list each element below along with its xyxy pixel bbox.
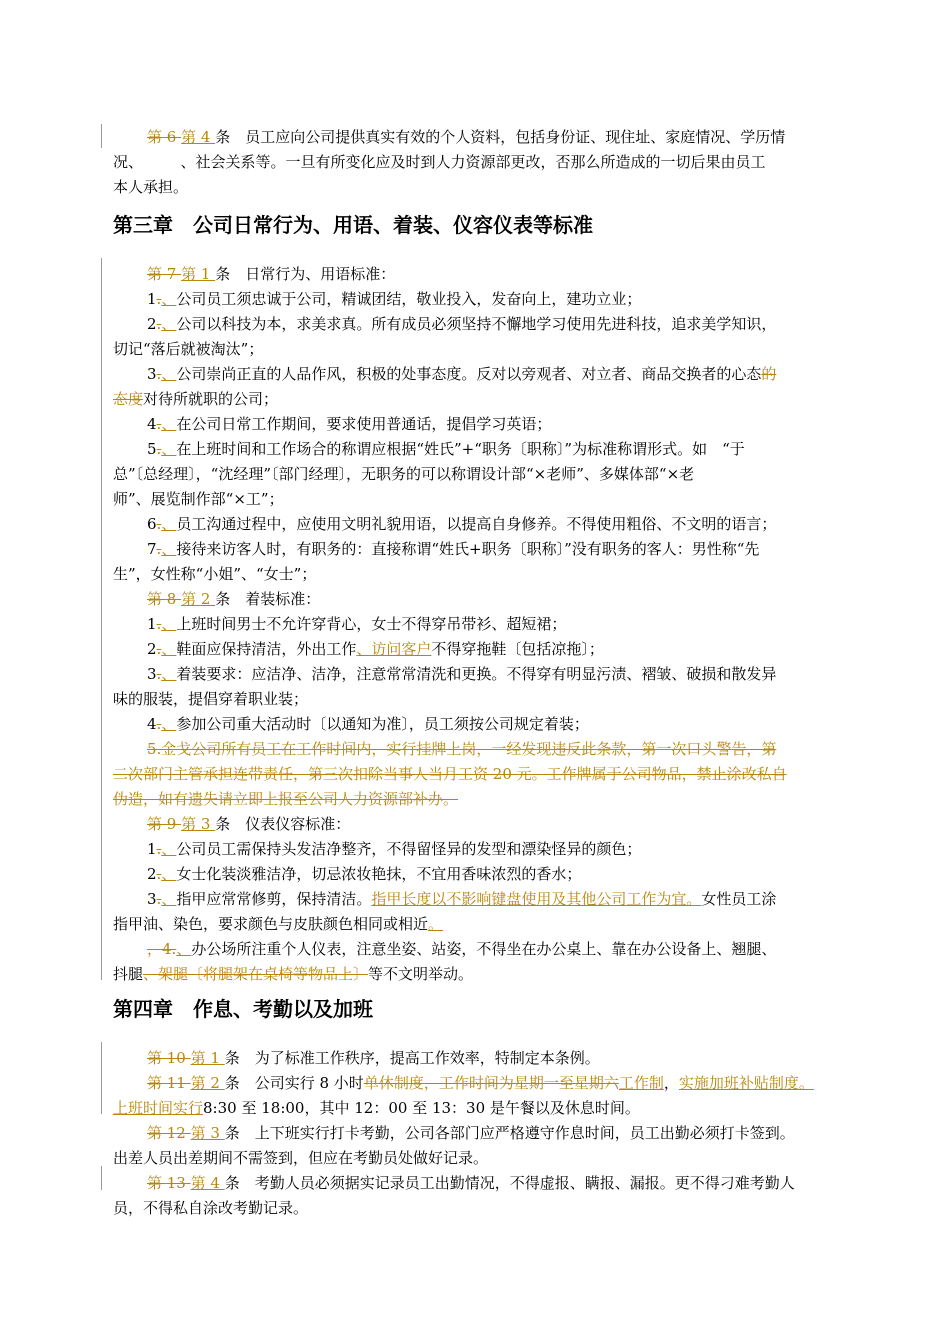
deleted-text: 的 xyxy=(761,365,777,383)
inserted-text: 、 xyxy=(161,665,177,683)
article-line xyxy=(147,812,350,836)
inserted-text: 、 xyxy=(161,365,177,383)
article-line xyxy=(147,125,785,149)
article-line xyxy=(147,587,320,611)
deleted-text: 第 13 xyxy=(147,1174,191,1192)
paragraph-line: 上班时间实行8:30 至 18:00，其中 12：00 至 13：30 是午餐以及休息时间。 xyxy=(113,1099,640,1117)
inserted-text: 、 xyxy=(161,315,177,333)
deleted-text: . xyxy=(156,365,162,383)
inserted-text: 、 xyxy=(161,290,177,308)
list-item: 4.、参加公司重大活动时〔以通知为准〕，员工须按公司规定着装； xyxy=(147,715,589,733)
deleted-paragraph-line: 伪造，如有遗失请立即上报至公司人力资源部补办。 xyxy=(113,790,459,808)
article-line: 第 11 第 2 条 公司实行 8 小时单休制度，工作时间为星期一至星期六工作制，实施加班补贴制度。 xyxy=(147,1074,814,1092)
paragraph-line: 总”〔总经理〕，“沈经理”〔部门经理〕，无职务的可以称谓设计部“×老师”、多媒体部“×老 xyxy=(113,465,695,483)
paragraph-line: 指甲油、染色，要求颜色与皮肤颜色相同或相近。 xyxy=(113,915,444,933)
inserted-text: 、 xyxy=(161,840,177,858)
list-item: ，4.、办公场所注重个人仪表，注意坐姿、站姿，不得坐在办公桌上、靠在办公设备上、翘腿、 xyxy=(147,940,777,958)
inserted-text: 工作制 xyxy=(618,1074,664,1092)
paragraph-line: 味的服装，提倡穿着职业装； xyxy=(113,690,309,708)
inserted-text: 第 2 xyxy=(181,590,216,608)
inserted-text: 。 xyxy=(428,915,444,933)
article-line xyxy=(147,1046,600,1070)
list-item: 1.、公司员工需保持头发洁净整齐，不得留怪异的发型和漂染怪异的颜色； xyxy=(147,840,642,858)
deleted-text: . xyxy=(156,890,162,908)
deleted-paragraph-line: 5.金戈公司所有员工在工作时间内，实行挂牌上岗，一经发现违反此条款，第一次口头警告，第 xyxy=(147,740,777,758)
article-text: 条 着装标准： xyxy=(215,590,321,608)
paragraph-line: 抖腿、架腿〔将腿架在桌椅等物品上〕等不文明举动。 xyxy=(113,965,474,983)
chapter-heading: 第三章 公司日常行为、用语、着装、仪容仪表等标准 xyxy=(113,213,593,237)
inserted-text: 指甲长度以不影响键盘使用及其他公司工作为宜。 xyxy=(371,890,702,908)
list-item: 3.、公司崇尚正直的人品作风，积极的处事态度。反对以旁观者、对立者、商品交换者的心态的 xyxy=(147,365,777,383)
inserted-text: 实施加班补贴制度。 xyxy=(678,1074,814,1092)
deleted-text: . xyxy=(156,315,162,333)
deleted-text: 第 8 xyxy=(147,590,182,608)
list-item: 3.、指甲应常常修剪，保持清洁。指甲长度以不影响键盘使用及其他公司工作为宜。女性员工涂 xyxy=(147,890,777,908)
inserted-text: 第 1 xyxy=(181,265,216,283)
paragraph-line: 员，不得私自涂改考勤记录。 xyxy=(113,1199,309,1217)
deleted-text: . xyxy=(156,615,162,633)
article-text: 条 仪表仪容标准： xyxy=(215,815,351,833)
deleted-text: . xyxy=(156,415,162,433)
inserted-text: 第 4 xyxy=(181,128,216,146)
paragraph-line: 态度对待所就职的公司； xyxy=(113,390,279,408)
deleted-text: 单休制度，工作时间为星期一至星期六 xyxy=(363,1074,619,1092)
list-item: 4.、在公司日常工作期间，要求使用普通话，提倡学习英语； xyxy=(147,415,552,433)
deleted-text: 态度 xyxy=(113,390,144,408)
deleted-text: . xyxy=(156,290,162,308)
article-text: 条 考勤人员必须据实记录员工出勤情况，不得虚报、瞒报、漏报。更不得刁难考勤人 xyxy=(224,1174,795,1192)
deleted-text: 第 7 xyxy=(147,265,182,283)
list-item: 5.、在上班时间和工作场合的称谓应根据“姓氏”+“职务〔职称〕”为标准称谓形式。如 “于 xyxy=(147,440,745,458)
inserted-text: 第 1 xyxy=(190,1049,225,1067)
inserted-text: 、 xyxy=(176,940,192,958)
inserted-text: 、 xyxy=(161,540,177,558)
inserted-text: 、 xyxy=(161,890,177,908)
inserted-text: 、 xyxy=(161,640,177,658)
inserted-text: 第 3 xyxy=(181,815,216,833)
list-item: 3.、着装要求：应洁净、洁净，注意常常清洗和更换。不得穿有明显污渍、褶皱、破损和散发异 xyxy=(147,665,777,683)
change-bar xyxy=(101,1166,102,1190)
list-item: 1.、上班时间男士不允许穿背心，女士不得穿吊带衫、超短裙； xyxy=(147,615,567,633)
inserted-text: 、 xyxy=(161,415,177,433)
inserted-text: 第 2 xyxy=(190,1074,225,1092)
article-text: 条 日常行为、用语标准： xyxy=(215,265,396,283)
list-item: 2.、女士化装淡雅洁净，切忌浓妆艳抹，不宜用香味浓烈的香水； xyxy=(147,865,582,883)
inserted-text: 、访问客户 xyxy=(356,640,432,658)
article-line xyxy=(147,262,395,286)
deleted-text: 第 6 xyxy=(147,128,182,146)
change-bar xyxy=(101,124,102,148)
inserted-text: 上班时间实行 xyxy=(113,1099,204,1117)
paragraph-line: 本人承担。 xyxy=(113,178,189,196)
article-text: 条 上下班实行打卡考勤，公司各部门应严格遵守作息时间，员工出勤必须打卡签到。 xyxy=(224,1124,795,1142)
deleted-text: . xyxy=(156,715,162,733)
list-item: 2.、鞋面应保持清洁，外出工作、访问客户不得穿拖鞋〔包括凉拖〕； xyxy=(147,640,604,658)
article-line xyxy=(147,1171,795,1195)
article-line xyxy=(147,1121,795,1145)
deleted-text: . xyxy=(156,665,162,683)
deleted-text: 第 11 xyxy=(147,1074,191,1092)
list-item: 6.、员工沟通过程中，应使用文明礼貌用语，以提高自身修养。不得使用粗俗、不文明的语言； xyxy=(147,515,777,533)
paragraph-line: 切记“落后就被淘汰”； xyxy=(113,340,264,358)
inserted-text: 、 xyxy=(161,515,177,533)
change-bar xyxy=(101,258,102,980)
inserted-text: 第 3 xyxy=(190,1124,225,1142)
deleted-text: 第 10 xyxy=(147,1049,191,1067)
paragraph-line: 师”、展览制作部“×工”； xyxy=(113,490,284,508)
deleted-text: . xyxy=(156,440,162,458)
inserted-text: 、 xyxy=(161,715,177,733)
paragraph-line: 出差人员出差期间不需签到，但应在考勤员处做好记录。 xyxy=(113,1149,489,1167)
inserted-text: 、 xyxy=(161,865,177,883)
article-text: 条 为了标准工作秩序，提高工作效率，特制定本条例。 xyxy=(224,1049,600,1067)
paragraph-line: 况、 、社会关系等。一旦有所变化应及时到人力资源部更改，否那么所造成的一切后果由员工 xyxy=(113,153,766,171)
deleted-paragraph-line: 二次部门主管承担连带责任，第三次扣除当事人当月工资 20 元。工作牌属于公司物品，禁止涂改私自 xyxy=(113,765,787,783)
inserted-text: 、 xyxy=(161,440,177,458)
deleted-text: . xyxy=(156,540,162,558)
article-text: 条 员工应向公司提供真实有效的个人资料，包括身份证、现住址、家庭情况、学历情 xyxy=(215,128,786,146)
deleted-text: . xyxy=(156,515,162,533)
chapter-heading: 第四章 作息、考勤以及加班 xyxy=(113,997,373,1021)
inserted-text: 第 4 xyxy=(190,1174,225,1192)
inserted-text: 、 xyxy=(161,615,177,633)
deleted-text: ，4. xyxy=(147,940,177,958)
deleted-text: 第 9 xyxy=(147,815,182,833)
paragraph-line: 生”，女性称“小姐”、“女士”； xyxy=(113,565,317,583)
list-item: 7.、接待来访客人时，有职务的：直接称谓“姓氏+职务〔职称〕”没有职务的客人：男性称“先 xyxy=(147,540,760,558)
deleted-text: . xyxy=(156,640,162,658)
deleted-text: . xyxy=(156,840,162,858)
deleted-text: . xyxy=(156,865,162,883)
deleted-text: 第 12 xyxy=(147,1124,191,1142)
deleted-text: 、架腿〔将腿架在桌椅等物品上〕 xyxy=(143,965,369,983)
change-bar xyxy=(101,1042,102,1114)
list-item: 2.、公司以科技为本，求美求真。所有成员必须坚持不懈地学习使用先进科技，追求美学知识， xyxy=(147,315,777,333)
list-item: 1.、公司员工须忠诚于公司，精诚团结，敬业投入，发奋向上，建功立业； xyxy=(147,290,642,308)
